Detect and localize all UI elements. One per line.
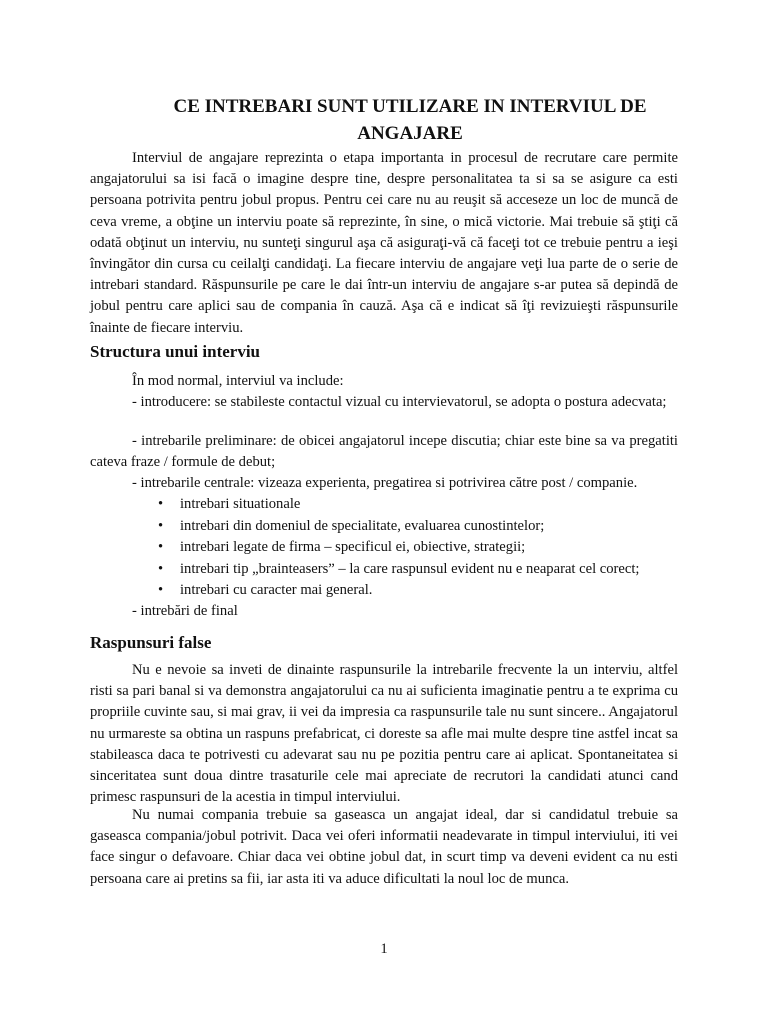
bullet-icon: • — [158, 517, 164, 534]
false-answers-paragraph-2: Nu numai compania trebuie sa gaseasca un angajat ideal, dar si candidatul trebuie sa gaseasca compania/jobul potrivit. Daca vei oferi informatii neadevarate in timpul interviului, iti vei face singur o defavoare. Chiar daca vei obtine jobul dat, in scurt timp va deveni evident ca nu esti persoana care ai pretins sa fii, iar asta iti va aduce dificultati la noul loc de munca. — [90, 807, 678, 887]
structure-item-centrale: - intrebarile centrale: vizeaza experienta, pregatirea si potrivirea către post / companie. — [132, 475, 638, 491]
section-heading-structura: Structura unui interviu — [90, 342, 261, 361]
bullet-icon: • — [158, 560, 164, 577]
list-item-text: intrebari legate de firma – specificul ei, obiective, strategii; — [180, 539, 526, 556]
intro-paragraph: Interviul de angajare reprezinta o etapa importanta in procesul de recrutare care permite angajatorului sa isi facă o imagine despre tine, despre personalitatea ta si sa se asigure ca esti persoana potrivita pentru jobul propus. Pentru cei care nu au reuşit să acceseze un loc de muncă de ceva vreme, a obţine un interviu poate să reprezinte, în sine, o mică victorie. Mai trebuie să ştiţi că odată obţinut un interviu, nu sunteţi singurul aşa că asiguraţi-vă că faceţi tot ce trebuie pentru a ieşi învingător din cursa cu ceilalţi candidaţi. La fiecare interviu de angajare veţi lua parte de o serie de intrebari standard. Răspunsurile pe care le dai într-un interviu de angajare s-ar putea să depindă de jobul pentru care aplici sau de compania în cauză. Aşa că e indicat să îţi revizuieşti răspunsurile înainte de fiecare interviu. — [90, 150, 678, 336]
bullet-icon: • — [158, 496, 164, 512]
structure-lead: În mod normal, interviul va include: — [132, 373, 344, 389]
structure-item-preliminare: - intrebarile preliminare: de obicei angajatorul incepe discutia; chiar este bine sa va pregatiti cateva fraze / formule de debut; — [90, 433, 678, 471]
list-item — [90, 559, 678, 581]
question-types-list — [90, 494, 678, 602]
false-answers-paragraph-1: Nu e nevoie sa inveti de dinainte raspunsurile la intrebarile frecvente la un interviu, altfel risti sa pari banal si va demonstra angajatorului ca nu ai suficienta imaginatie pentru a te exprima cu propriile cuvinte sau, si mai grav, ii vei da impresia ca raspunsurile tale nu sunt sincere.. Angajatorul nu urmareste sa obtina un raspuns prefabricat, ci doreste sa afle mai multe despre tine astfel incat sa stabileasca daca te potrivesti cu adevarat sau nu pe pozitia pentru care ai aplicat. Spontaneitatea si sinceritatea sunt doua dintre trasaturile cele mai apreciate de recrutori la candidati atunci cand primesc raspunsuri de la acestia in timpul interviului. — [90, 662, 678, 806]
list-item-text: intrebari din domeniul de specialitate, evaluarea cunostintelor; — [180, 517, 545, 534]
page-number: 1 — [380, 941, 388, 957]
list-item — [90, 516, 678, 538]
title-line-1: CE INTREBARI SUNT UTILIZARE IN INTERVIUL DE — [173, 96, 647, 117]
list-item — [90, 494, 678, 516]
bullet-icon: • — [158, 539, 164, 556]
bullet-icon: • — [158, 582, 164, 599]
structure-item-final: - intrebări de final — [132, 603, 238, 619]
list-item-text: intrebari situationale — [180, 496, 301, 512]
list-item-text: intrebari tip „brainteasers” – la care raspunsul evident nu e neaparat cel corect; — [180, 560, 640, 577]
section-heading-raspunsuri: Raspunsuri false — [90, 633, 212, 652]
list-item-text: intrebari cu caracter mai general. — [180, 582, 373, 599]
page-title — [90, 93, 730, 147]
list-item — [90, 537, 678, 559]
title-line-2: ANGAJARE — [357, 123, 463, 144]
structure-item-introducere: - introducere: se stabileste contactul vizual cu intervievatorul, se adopta o postura adecvata; — [132, 394, 667, 410]
list-item — [90, 580, 678, 602]
